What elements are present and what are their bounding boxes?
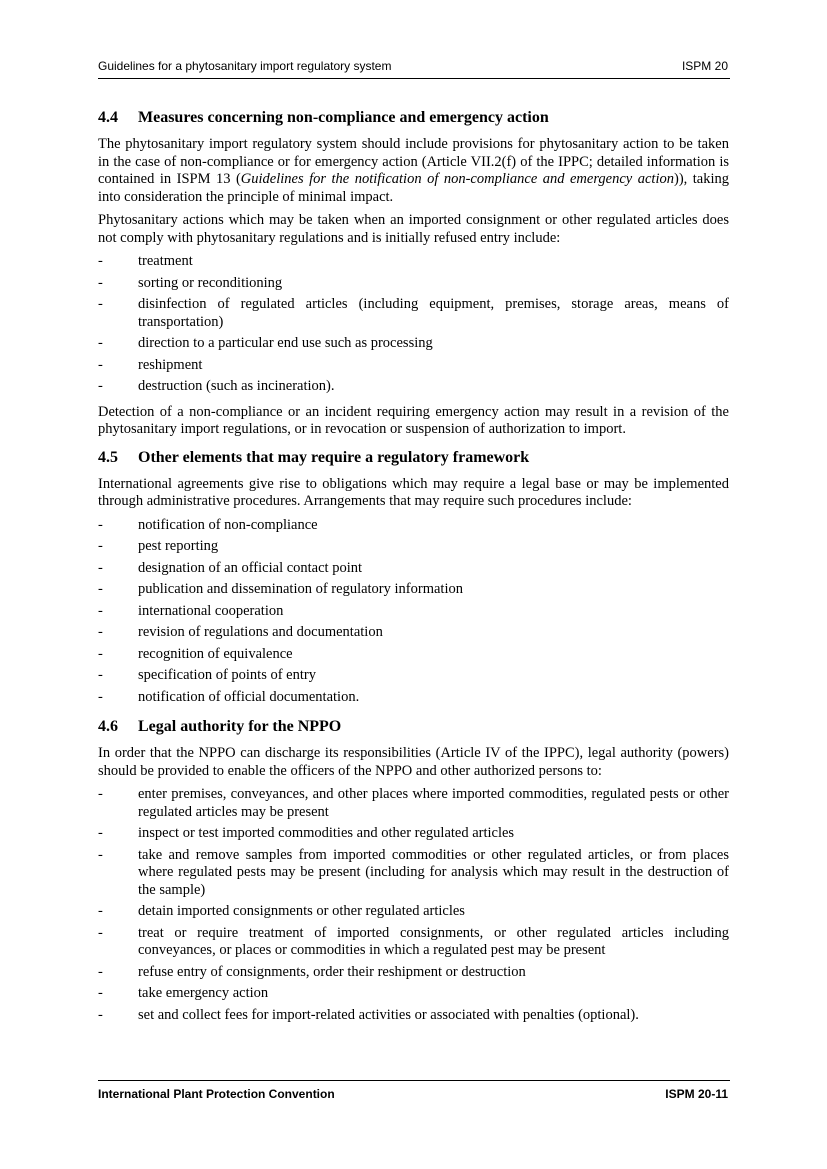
section-heading-4-5 [98, 448, 729, 467]
list-item-text: specification of points of entry [138, 667, 316, 683]
list-item [98, 517, 729, 535]
list-item-text: disinfection of regulated articles (including equipment, premises, storage areas, means of transportation) [138, 296, 729, 330]
list-item-text: set and collect fees for import-related activities or associated with penalties (optional). [138, 1006, 639, 1023]
list-item [98, 1007, 729, 1025]
dash-bullet: - [98, 559, 103, 576]
header-standard-id: ISPM 20 [681, 59, 728, 73]
paragraph: International agreements give rise to obligations which may require a legal base or may be implemented through administrative procedures. Arrangements that may require such procedures include: [98, 475, 729, 509]
dash-bullet: - [98, 924, 103, 941]
list-item [98, 903, 729, 921]
list-item [98, 964, 729, 982]
list-item [98, 296, 729, 331]
list-item-text: treatment [138, 253, 193, 269]
dash-bullet: - [98, 903, 103, 919]
dash-bullet: - [98, 296, 103, 312]
list-item-text: sorting or reconditioning [138, 274, 283, 291]
list-item-text: direction to a particular end use such as processing [138, 335, 433, 351]
list-item-text: inspect or test imported commodities and other regulated articles [138, 825, 515, 841]
dash-bullet: - [98, 1006, 103, 1023]
action-list [98, 253, 729, 396]
page-header [98, 58, 730, 79]
paragraph: Detection of a non-compliance or an incident requiring emergency action may result in a revision of the phytosanitary import regulations, or in revocation or suspension of authorization to import. [98, 403, 729, 437]
dash-bullet: - [98, 688, 103, 705]
list-item-text: refuse entry of consignments, order their reshipment or destruction [138, 963, 526, 980]
list-item-text: destruction (such as incineration). [138, 378, 335, 394]
dash-bullet: - [98, 624, 103, 640]
footer-organization: International Plant Protection Convention [98, 1087, 335, 1101]
list-item-text: publication and dissemination of regulatory information [138, 581, 463, 597]
dash-bullet: - [98, 538, 103, 554]
list-item [98, 335, 729, 353]
section-number: 4.5 [98, 448, 118, 466]
section-title: Measures concerning non-compliance and emergency action [138, 109, 549, 126]
page-footer [98, 1080, 730, 1103]
dash-bullet: - [98, 846, 103, 863]
list-item [98, 847, 729, 900]
list-item [98, 560, 729, 578]
list-item-text: international cooperation [138, 602, 284, 619]
section-title: Other elements that may require a regulatory framework [138, 448, 530, 466]
section-heading-4-6 [98, 717, 729, 736]
list-item [98, 667, 729, 685]
list-item [98, 925, 729, 960]
list-item-text: treat or require treatment of imported consignments, or other regulated articles including conveyances, or places or commodities in which a regulated pest may be present [138, 924, 729, 958]
list-item [98, 624, 729, 642]
list-item [98, 646, 729, 664]
list-item-text: recognition of equivalence [138, 645, 293, 662]
dash-bullet: - [98, 274, 103, 291]
dash-bullet: - [98, 825, 103, 841]
dash-bullet: - [98, 602, 103, 619]
paragraph: Phytosanitary actions which may be taken when an imported consignment or other regulated articles does not comply with phytosanitary regulations and is initially refused entry include: [98, 212, 729, 246]
list-item [98, 786, 729, 821]
dash-bullet: - [98, 645, 103, 662]
dash-bullet: - [98, 516, 103, 533]
list-item-text: detain imported consignments or other regulated articles [138, 903, 465, 919]
list-item [98, 357, 729, 375]
paragraph: In order that the NPPO can discharge its responsibilities (Article IV of the IPPC), legal authority (powers) should be provided to enable the officers of the NPPO and other authorized persons to: [98, 745, 729, 779]
list-item [98, 275, 729, 293]
dash-bullet: - [98, 786, 103, 802]
ispm13-title: Guidelines for the notification of non-compliance and emergency action [240, 171, 674, 187]
dash-bullet: - [98, 581, 103, 597]
dash-bullet: - [98, 667, 103, 683]
arrangement-list [98, 517, 729, 707]
list-item-text: reshipment [138, 356, 203, 373]
dash-bullet: - [98, 335, 103, 351]
list-item [98, 538, 729, 556]
list-item-text: revision of regulations and documentation [138, 624, 383, 640]
section-heading-4-4 [98, 108, 729, 127]
page-body [98, 108, 729, 1032]
list-item [98, 825, 729, 843]
list-item [98, 985, 729, 1003]
dash-bullet: - [98, 963, 103, 980]
section-number: 4.4 [98, 109, 118, 126]
list-item-text: take emergency action [138, 985, 269, 1001]
list-item-text: designation of an official contact point [138, 559, 363, 576]
list-item [98, 581, 729, 599]
list-item [98, 603, 729, 621]
paragraph-text: )), taking into consideration the principle of minimal impact. [98, 171, 730, 205]
footer-page-number: ISPM 20-11 [665, 1087, 728, 1101]
dash-bullet: - [98, 378, 103, 394]
authority-list [98, 786, 729, 1024]
paragraph-text: The phytosanitary import regulatory system should include provisions for phytosanitary action to be taken in the case of non-compliance or for emergency action (Article VII.2(f) of the IPPC; detailed information is contained in ISPM 13 ( [98, 136, 729, 187]
list-item [98, 378, 729, 396]
list-item-text: notification of non-compliance [138, 516, 318, 533]
list-item-text: pest reporting [138, 538, 219, 554]
section-number: 4.6 [98, 718, 118, 735]
dash-bullet: - [98, 356, 103, 373]
list-item-text: take and remove samples from imported commodities or other regulated articles, or from places where regulated pests may be present (including for analysis which may result in the destruction of the sample) [138, 846, 729, 898]
header-document-title: Guidelines for a phytosanitary import regulatory system [98, 59, 392, 73]
paragraph [98, 136, 729, 206]
dash-bullet: - [98, 253, 103, 269]
list-item-text: notification of official documentation. [138, 688, 360, 705]
list-item [98, 689, 729, 707]
dash-bullet: - [98, 985, 103, 1001]
list-item-text: enter premises, conveyances, and other places where imported commodities, regulated pests or other regulated articles may be present [138, 786, 729, 820]
section-title: Legal authority for the NPPO [138, 718, 342, 735]
list-item [98, 253, 729, 271]
